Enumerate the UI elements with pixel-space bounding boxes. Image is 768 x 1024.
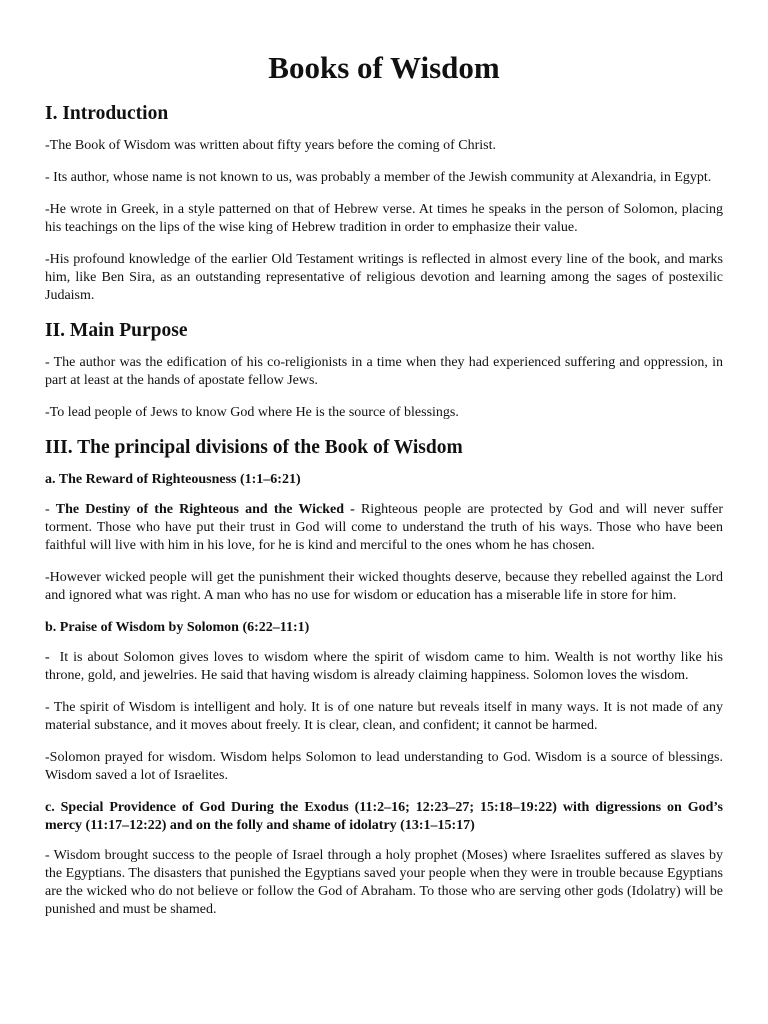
subsection-b-paragraph-1-text: It is about Solomon gives loves to wisdom where the spirit of wisdom came to him. Wealth is not worthy like his throne, gold, and jewelries. He said that having wisdom is already claiming happiness. Solomon loves the wisdom. [45,650,727,683]
subsection-b-paragraph-1-bold-lead: - [45,650,50,665]
subsection-b-paragraph-2: - The spirit of Wisdom is intelligent and holy. It is of one nature but reveals itself in many ways. It is not made of any material substance, and it moves about freely. It is clear, clean, and confident; it cannot be harmed. [45,700,723,733]
subsection-c-paragraph-1: - Wisdom brought success to the people of Israel through a holy prophet (Moses) where Israelites suffered as slaves by the Egyptians. The disasters that punished the Egyptians saved your people when they were in trouble because Egyptians are the wicked who do not believe or follow the God of Abraham. To those who are serving other gods (Idolatry) will be punished and must be shamed. [45,848,723,917]
subsection-a-paragraph-1-prefix: - [45,502,56,517]
subsection-b-paragraph-1 [45,649,727,685]
subsection-a-paragraph-2: -However wicked people will get the punishment their wicked thoughts deserve, because they rebelled against the Lord and ignored what was right. A man who has no use for wisdom or education has a miserable life in store for him. [45,570,723,603]
intro-paragraph-4: -His profound knowledge of the earlier Old Testament writings is reflected in almost every line of the book, and marks him, like Ben Sira, as an outstanding representative of religious devotion and learning among the sages of postexilic Judaism. [45,252,723,303]
intro-paragraph-1: -The Book of Wisdom was written about fifty years before the coming of Christ. [45,138,496,153]
subsection-a-paragraph-1-text: Righteous people are protected by God and will never suffer torment. Those who have put their trust in God will come to understand the truth of his ways. Those who have been faithful will live with him in his love, for he is kind and merciful to the ones whom he has chosen. [45,502,723,553]
subsection-heading-a: a. The Reward of Righteousness (1:1–6:21) [45,472,301,487]
section-heading-introduction: I. Introduction [45,103,169,124]
subsection-heading-c: c. Special Providence of God During the Exodus (11:2–16; 12:23–27; 15:18–19:22) with digressions on God’s mercy (11:17–12:22) and on the folly and shame of idolatry (13:1–15:17) [45,800,723,833]
intro-paragraph-2: - Its author, whose name is not known to us, was probably a member of the Jewish community at Alexandria, in Egypt. [45,170,712,185]
section-heading-divisions: III. The principal divisions of the Book of Wisdom [45,437,463,458]
purpose-paragraph-1: - The author was the edification of his co-religionists in a time when they had experienced suffering and oppression, in part at least at the hands of apostate fellow Jews. [45,355,723,388]
document-title: Books of Wisdom [268,50,500,85]
subsection-a-paragraph-1 [45,501,723,555]
subsection-b-paragraph-3: -Solomon prayed for wisdom. Wisdom helps Solomon to lead understanding to God. Wisdom is a source of blessings. Wisdom saved a lot of Israelites. [45,750,723,783]
subsection-heading-b: b. Praise of Wisdom by Solomon (6:22–11:1) [45,620,310,635]
subsection-a-paragraph-1-bold-lead: The Destiny of the Righteous and the Wicked - [55,502,355,517]
section-heading-main-purpose: II. Main Purpose [45,320,188,341]
intro-paragraph-3: -He wrote in Greek, in a style patterned on that of Hebrew verse. At times he speaks in the person of Solomon, placing his teachings on the lips of the wise king of Hebrew tradition in order to emphasize their value. [45,202,723,235]
purpose-paragraph-2: -To lead people of Jews to know God where He is the source of blessings. [45,405,459,420]
